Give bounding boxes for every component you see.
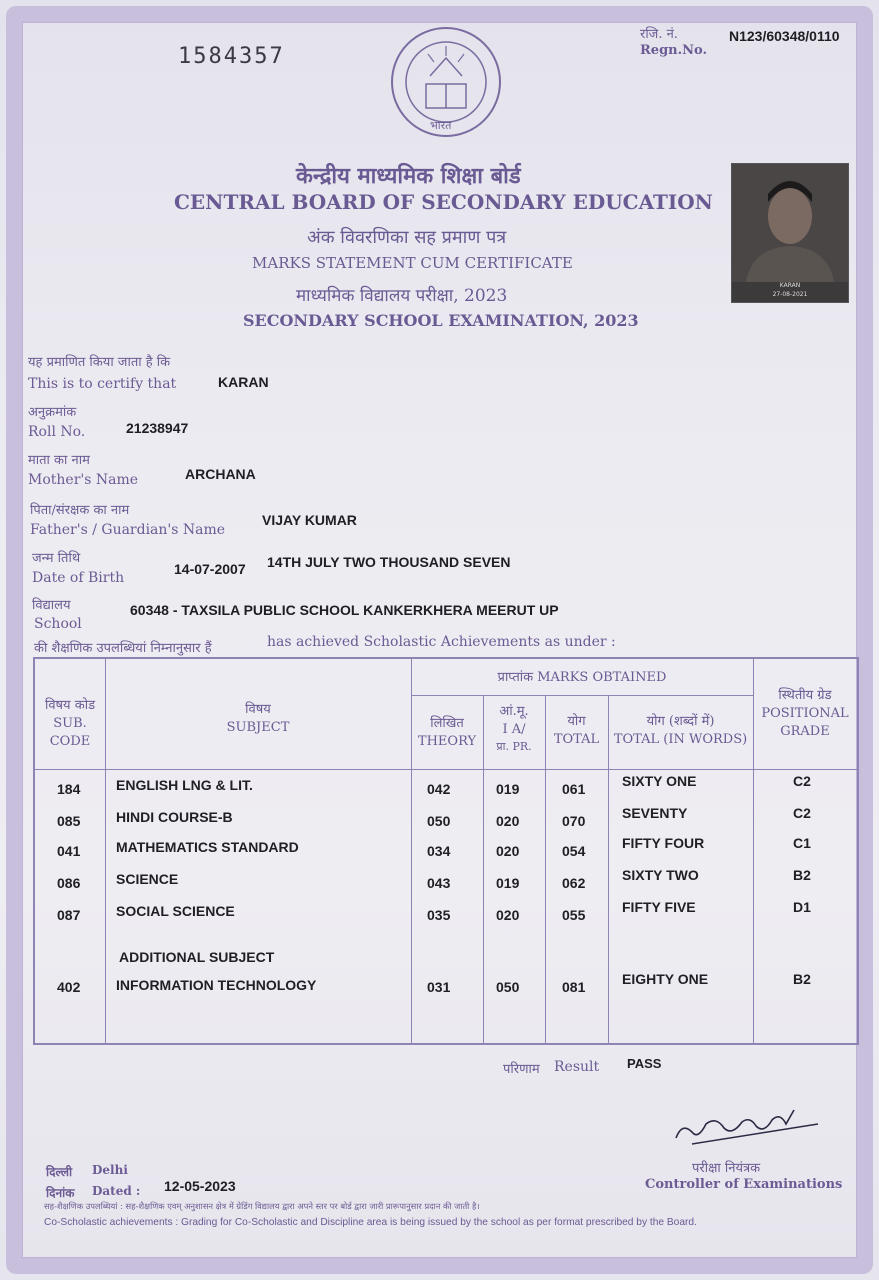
cell-theory: 043 — [427, 875, 451, 891]
cell-code: 041 — [57, 843, 81, 859]
header-code — [35, 697, 105, 752]
dated-label: Dated : — [92, 1184, 141, 1198]
father-label-hindi: पिता/संरक्षक का नाम — [30, 503, 130, 518]
cell-total: 061 — [562, 781, 586, 797]
mother-label-hindi: माता का नाम — [28, 453, 90, 468]
additional-subject-label: ADDITIONAL SUBJECT — [119, 949, 275, 965]
dob-words: 14TH JULY TWO THOUSAND SEVEN — [267, 554, 511, 570]
controller-label: Controller of Examinations — [645, 1177, 843, 1192]
header-ia-hindi: आं.मू. — [499, 704, 529, 719]
achieved-label: has achieved Scholastic Achievements as under : — [267, 634, 616, 650]
father-label: Father's / Guardian's Name — [30, 522, 226, 538]
title: CENTRAL BOARD OF SECONDARY EDUCATION — [174, 190, 713, 214]
cell-words: SEVENTY — [622, 805, 688, 821]
cell-total: 054 — [562, 843, 586, 859]
cell-subject: ENGLISH LNG & LIT. — [116, 777, 253, 793]
cell-words: SIXTY TWO — [622, 867, 699, 883]
header-grade-en2: GRADE — [780, 724, 830, 740]
regn-number: N123/60348/0110 — [729, 28, 840, 44]
cell-total: 070 — [562, 813, 586, 829]
cell-subject: INFORMATION TECHNOLOGY — [116, 977, 317, 993]
cell-subject: HINDI COURSE-B — [116, 809, 233, 825]
cell-grade: C2 — [793, 773, 811, 789]
cell-theory: 042 — [427, 781, 451, 797]
roll-label: Roll No. — [28, 424, 86, 440]
person-photo-icon — [732, 164, 848, 282]
subtitle-hindi: अंक विवरणिका सह प्रमाण पत्र — [307, 227, 507, 248]
dob-label-hindi: जन्म तिथि — [32, 551, 81, 566]
header-total-en: TOTAL — [553, 732, 600, 748]
school-label: School — [34, 616, 82, 632]
header-code-en2: CODE — [49, 734, 91, 750]
student-photo — [731, 163, 849, 303]
cell-total: 055 — [562, 907, 586, 923]
father-name: VIJAY KUMAR — [262, 512, 357, 528]
table-divider — [411, 695, 753, 696]
cell-code: 085 — [57, 813, 81, 829]
cell-words: EIGHTY ONE — [622, 971, 709, 987]
header-marks-hindi: प्राप्तांक — [497, 670, 534, 685]
header-pr: प्रा. PR. — [496, 740, 532, 754]
header-theory-en: THEORY — [417, 734, 477, 750]
school-name: 60348 - TAXSILA PUBLIC SCHOOL KANKERKHERA MEERUT UP — [130, 602, 559, 618]
header-grade — [753, 687, 857, 742]
result-label: Result — [554, 1059, 600, 1075]
cell-code: 087 — [57, 907, 81, 923]
cell-grade: C1 — [793, 835, 811, 851]
cell-grade: B2 — [793, 971, 811, 987]
header-subject-hindi: विषय — [245, 702, 271, 717]
header-words-en: TOTAL (IN WORDS) — [613, 732, 748, 748]
roll-number: 21238947 — [126, 420, 189, 436]
result-value: PASS — [627, 1056, 662, 1071]
header-total-hindi: योग — [567, 714, 586, 729]
header-theory-hindi: लिखित — [430, 716, 464, 731]
regn-label-hindi: रजि. नं. — [640, 27, 678, 42]
serial-number: 1584357 — [178, 44, 285, 69]
header-ia-en: I A/ — [502, 722, 526, 738]
note-hindi: सह-शैक्षणिक उपलब्धियां : सह-शैक्षणिक एवम् अनुशासन क्षेत्र में ग्रेडिंग विद्यालय द्वारा अपने स्तर पर बोर्ड द्वारा जारी प्रारूपानुसार प्रदान की जाती है। — [44, 1201, 480, 1211]
cell-total: 062 — [562, 875, 586, 891]
emblem-caption: भारत — [430, 119, 452, 132]
header-theory — [411, 715, 483, 751]
achieved-label-hindi: की शैक्षणिक उपलब्धियां निम्नानुसार हैं — [34, 641, 212, 656]
header-subject — [105, 701, 411, 737]
exam-title: SECONDARY SCHOOL EXAMINATION, 2023 — [243, 311, 639, 330]
photo-name: KARAN — [779, 282, 801, 289]
note: Co-Scholastic achievements : Grading for Co-Scholastic and Discipline area is being issued by the school as per format prescribed by the Board. — [44, 1217, 697, 1228]
controller-label-hindi: परीक्षा नियंत्रक — [692, 1161, 761, 1176]
mother-name: ARCHANA — [185, 466, 256, 482]
issue-date: 12-05-2023 — [164, 1178, 236, 1194]
cell-grade: D1 — [793, 899, 811, 915]
header-code-en: SUB. — [53, 716, 87, 732]
place-label-hindi: दिल्ली — [46, 1165, 73, 1179]
exam-hindi: माध्यमिक विद्यालय परीक्षा, 2023 — [296, 286, 508, 306]
mother-label: Mother's Name — [28, 472, 139, 488]
cell-words: SIXTY ONE — [622, 773, 697, 789]
regn-label: Regn.No. — [640, 43, 707, 58]
header-code-hindi: विषय कोड — [44, 698, 96, 713]
place-label: Delhi — [92, 1163, 128, 1177]
cell-code: 184 — [57, 781, 81, 797]
cell-grade: C2 — [793, 805, 811, 821]
cell-ia: 050 — [496, 979, 520, 995]
certify-label: This is to certify that — [28, 376, 177, 392]
cell-grade: B2 — [793, 867, 811, 883]
header-subject-en: SUBJECT — [226, 720, 290, 736]
photo-date: 27-08-2021 — [772, 291, 808, 298]
cell-subject: SCIENCE — [116, 871, 179, 887]
dated-label-hindi: दिनांक — [46, 1186, 75, 1200]
table-header-divider — [35, 769, 857, 770]
header-marks-en: MARKS OBTAINED — [537, 670, 667, 685]
header-ia — [483, 703, 545, 755]
marks-table — [33, 657, 859, 1045]
cell-theory: 031 — [427, 979, 451, 995]
header-words — [608, 713, 753, 749]
cell-theory: 035 — [427, 907, 451, 923]
cell-subject: SOCIAL SCIENCE — [116, 903, 235, 919]
certify-label-hindi: यह प्रमाणित किया जाता है कि — [28, 355, 171, 370]
cell-ia: 020 — [496, 843, 520, 859]
school-label-hindi: विद्यालय — [32, 598, 71, 613]
header-grade-hindi: स्थितीय ग्रेड — [778, 688, 832, 703]
result-label-hindi: परिणाम — [503, 1062, 540, 1077]
cell-code: 402 — [57, 979, 81, 995]
cell-subject: MATHEMATICS STANDARD — [116, 839, 299, 855]
student-name: KARAN — [218, 374, 269, 390]
cell-ia: 019 — [496, 875, 520, 891]
header-grade-en: POSITIONAL — [761, 706, 849, 722]
cell-total: 081 — [562, 979, 586, 995]
cell-ia: 019 — [496, 781, 520, 797]
header-total — [545, 713, 608, 749]
subtitle: MARKS STATEMENT CUM CERTIFICATE — [252, 254, 573, 272]
cell-theory: 034 — [427, 843, 451, 859]
cell-ia: 020 — [496, 907, 520, 923]
cell-theory: 050 — [427, 813, 451, 829]
roll-label-hindi: अनुक्रमांक — [28, 405, 77, 420]
header-marks — [411, 669, 753, 687]
cell-ia: 020 — [496, 813, 520, 829]
title-hindi: केन्द्रीय माध्यमिक शिक्षा बोर्ड — [296, 163, 521, 189]
dob-value: 14-07-2007 — [174, 561, 246, 577]
cell-words: FIFTY FIVE — [622, 899, 696, 915]
header-words-hindi: योग (शब्दों में) — [646, 714, 715, 729]
cell-code: 086 — [57, 875, 81, 891]
cell-words: FIFTY FOUR — [622, 835, 705, 851]
signature-icon — [672, 1102, 822, 1152]
dob-label: Date of Birth — [32, 570, 125, 586]
